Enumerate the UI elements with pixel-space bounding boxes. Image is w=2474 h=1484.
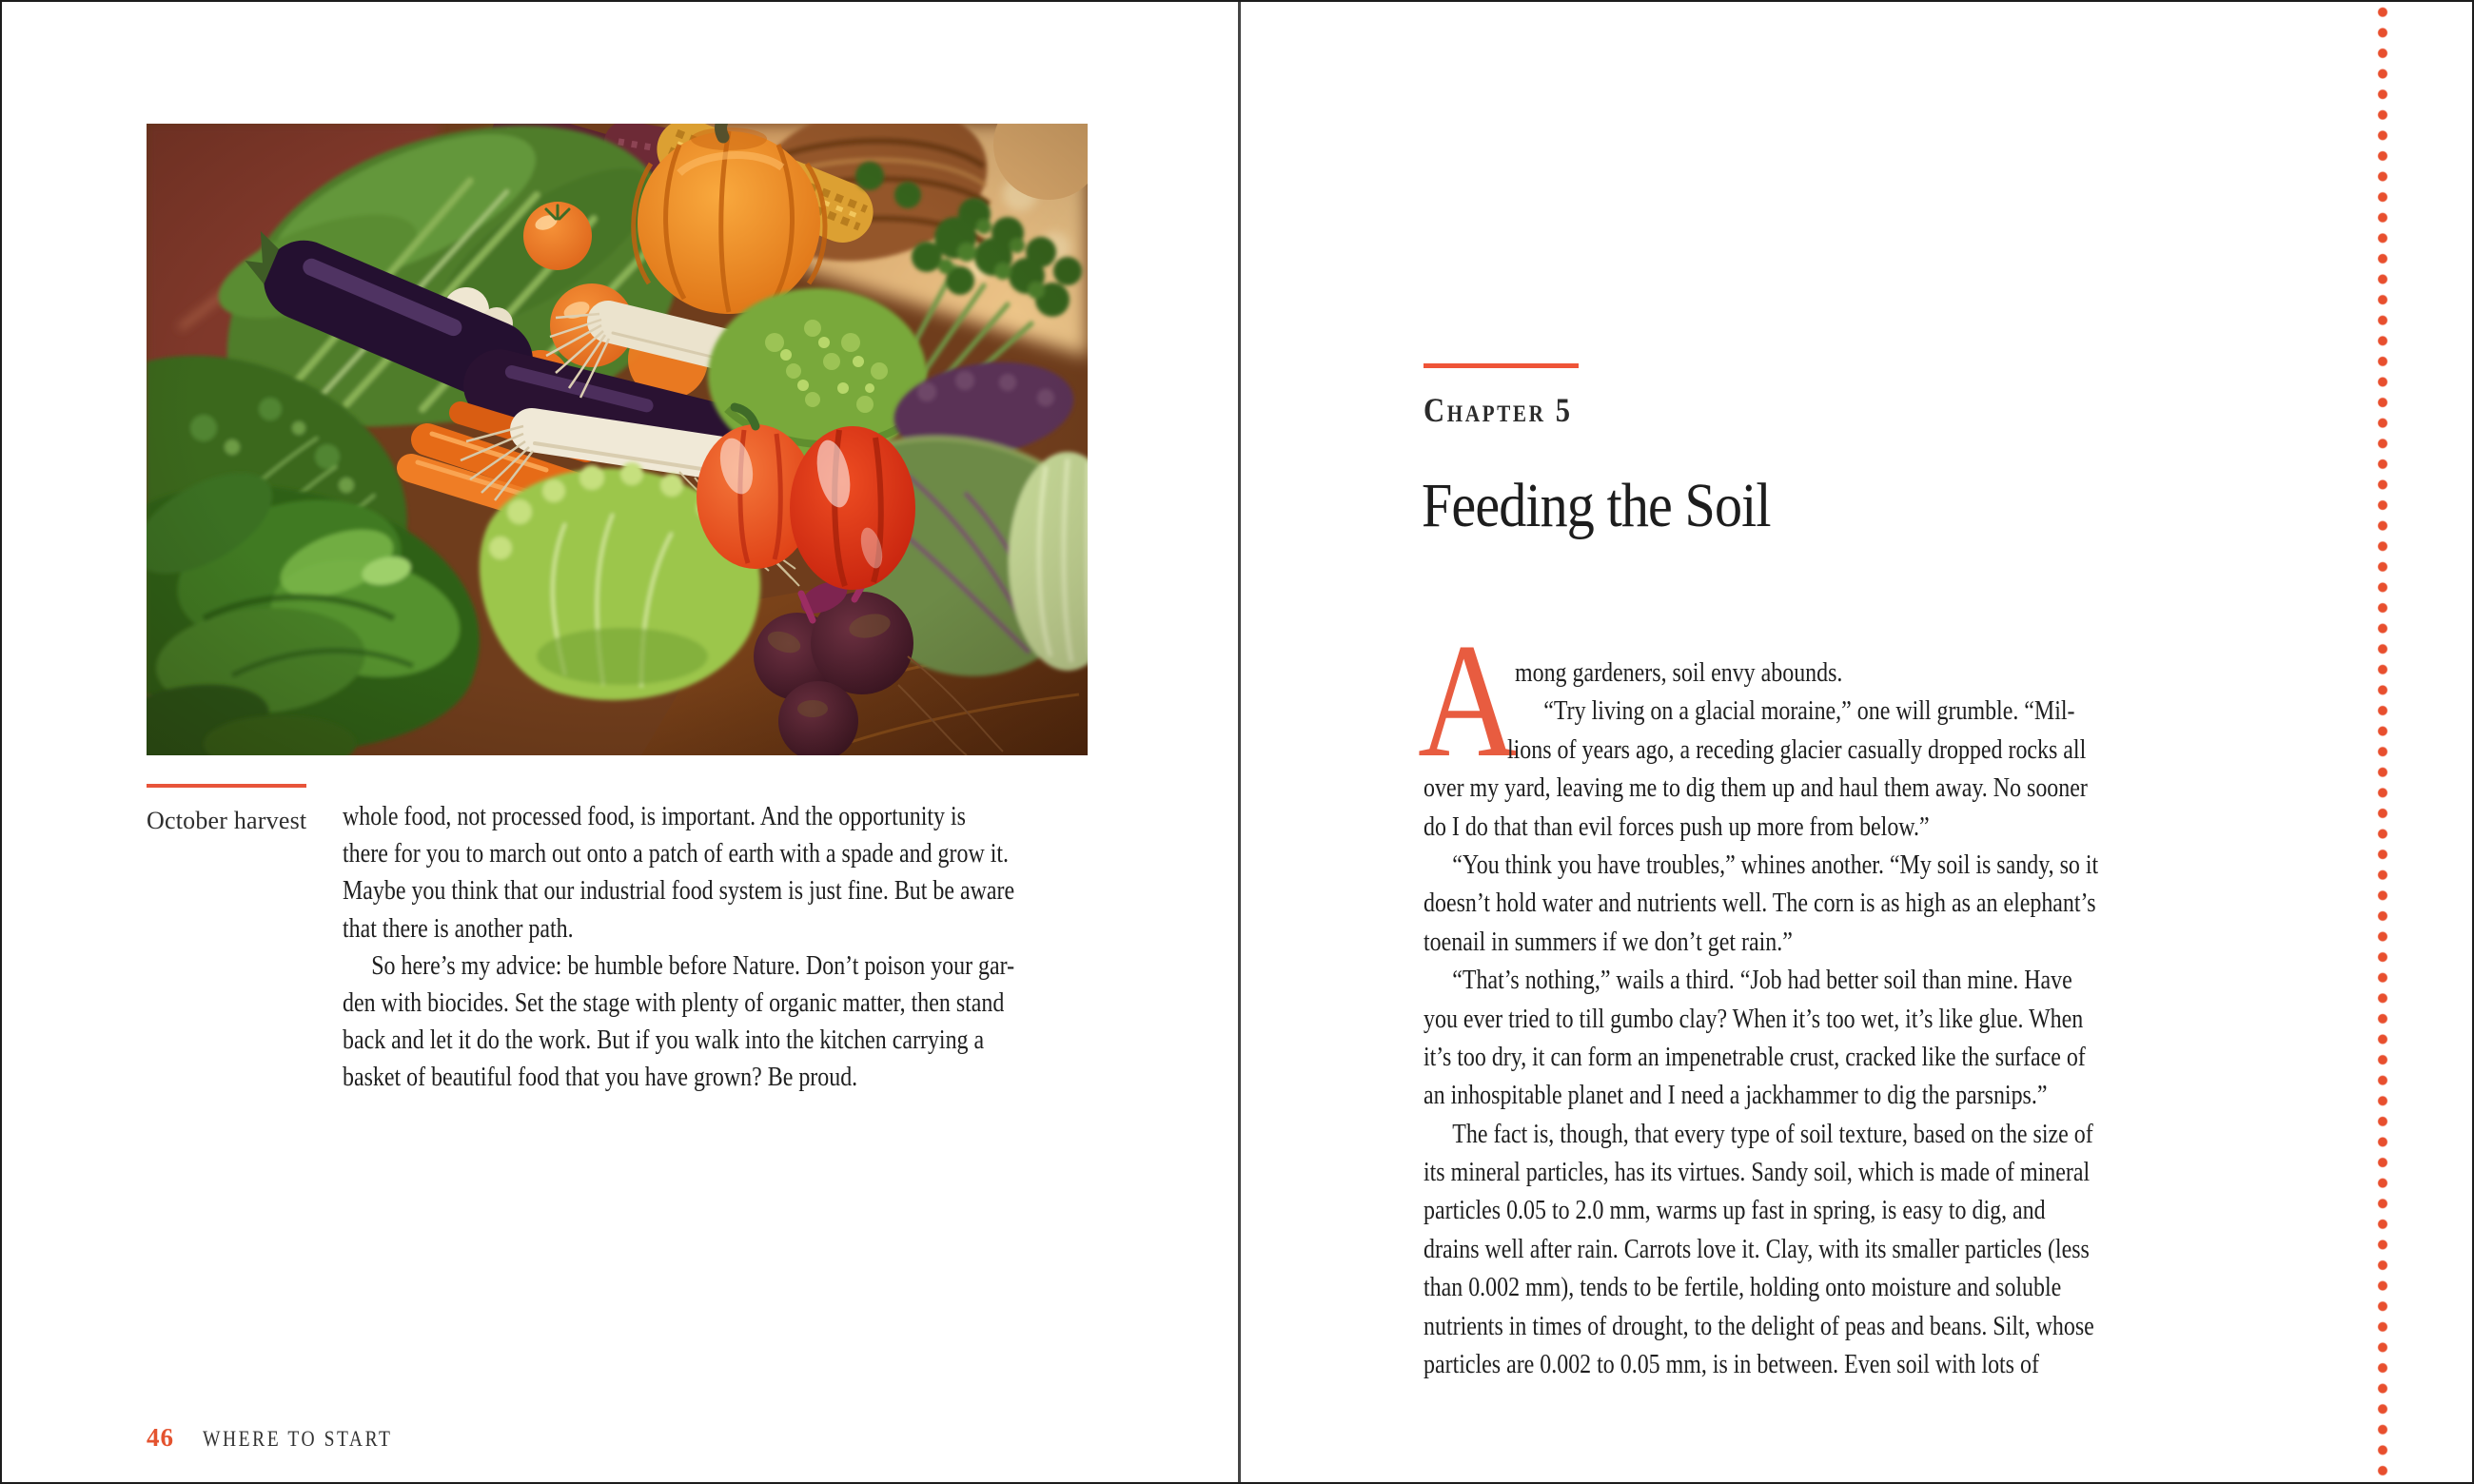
text-line: The fact is, though, that every type of soil texture, based on the size of — [1452, 1119, 2093, 1149]
harvest-photo — [147, 124, 1088, 755]
text-line: that there is another path. — [343, 913, 574, 944]
text-line: lions of years ago, a receding glacier casually dropped rocks all — [1507, 734, 2087, 765]
page-footer — [147, 1423, 426, 1453]
running-head: WHERE TO START — [203, 1427, 393, 1451]
text-line: there for you to march out onto a patch of earth with a spade and grow it. — [343, 839, 1010, 869]
text-line: particles are 0.002 to 0.05 mm, is in between. Even soil with lots of — [1424, 1350, 2039, 1380]
binding-dots — [2377, 2, 2388, 1482]
text-line: its mineral particles, has its virtues. Sandy soil, which is made of mineral — [1424, 1158, 2091, 1188]
text-line: nutrients in times of drought, to the delight of peas and beans. Silt, whose — [1424, 1311, 2094, 1341]
text-line: particles 0.05 to 2.0 mm, warms up fast in spring, is easy to dig, and — [1424, 1196, 2046, 1226]
text-line: “That’s nothing,” wails a third. “Job had better soil than mine. Have — [1452, 966, 2072, 996]
text-line: whole food, not processed food, is important. And the opportunity is — [343, 802, 966, 831]
text-line: basket of beautiful food that you have grown? Be proud. — [343, 1063, 858, 1093]
left-body-text — [343, 802, 1104, 1101]
text-line: mong gardeners, soil envy abounds. — [1515, 658, 1843, 688]
text-line: it’s too dry, it can form an impenetrable crust, cracked like the surface of — [1424, 1042, 2086, 1072]
harvest-photo-figure — [147, 124, 1088, 755]
text-line: than 0.002 mm), tends to be fertile, holding onto moisture and soluble — [1424, 1273, 2062, 1303]
text-line: Maybe you think that our industrial food system is just fine. But be aware — [343, 876, 1015, 907]
right-body-text — [1424, 658, 2185, 1388]
text-line: “You think you have troubles,” whines another. “My soil is sandy, so it — [1452, 849, 2099, 880]
text-line: den with biocides. Set the stage with plenty of organic matter, then stand — [343, 987, 1005, 1018]
text-line: toenail in summers if we don’t get rain.” — [1424, 927, 1793, 957]
text-line: doesn’t hold water and nutrients well. The corn is as high as an elephant’s — [1424, 888, 2096, 919]
text-line: do I do that than evil forces push up more from below.” — [1424, 811, 1930, 842]
photo-caption: October harvest — [147, 807, 307, 834]
text-line: drains well after rain. Carrots love it. Clay, with its smaller particles (less — [1424, 1234, 2090, 1264]
text-line: So here’s my advice: be humble before Nature. Don’t poison your gar- — [371, 950, 1015, 981]
chapter-rule — [1424, 363, 1579, 368]
text-line: back and let it do the work. But if you walk into the kitchen carrying a — [343, 1025, 985, 1056]
page-number: 46 — [147, 1423, 174, 1452]
chapter-title: Feeding the Soil — [1422, 471, 1771, 540]
text-line: over my yard, leaving me to dig them up and haul them away. No sooner — [1424, 773, 2088, 804]
caption-rule — [147, 784, 306, 788]
text-line: an inhospitable planet and I need a jackhammer to dig the parsnips.” — [1424, 1081, 2048, 1111]
drop-cap: A — [1418, 611, 1519, 791]
text-line: you ever tried to till gumbo clay? When it’s too wet, it’s like glue. When — [1424, 1004, 2084, 1034]
page-left — [2, 2, 1239, 1482]
text-line: “Try living on a glacial moraine,” one will grumble. “Mil- — [1543, 696, 2075, 727]
chapter-label: Chapter 5 — [1424, 391, 1573, 429]
